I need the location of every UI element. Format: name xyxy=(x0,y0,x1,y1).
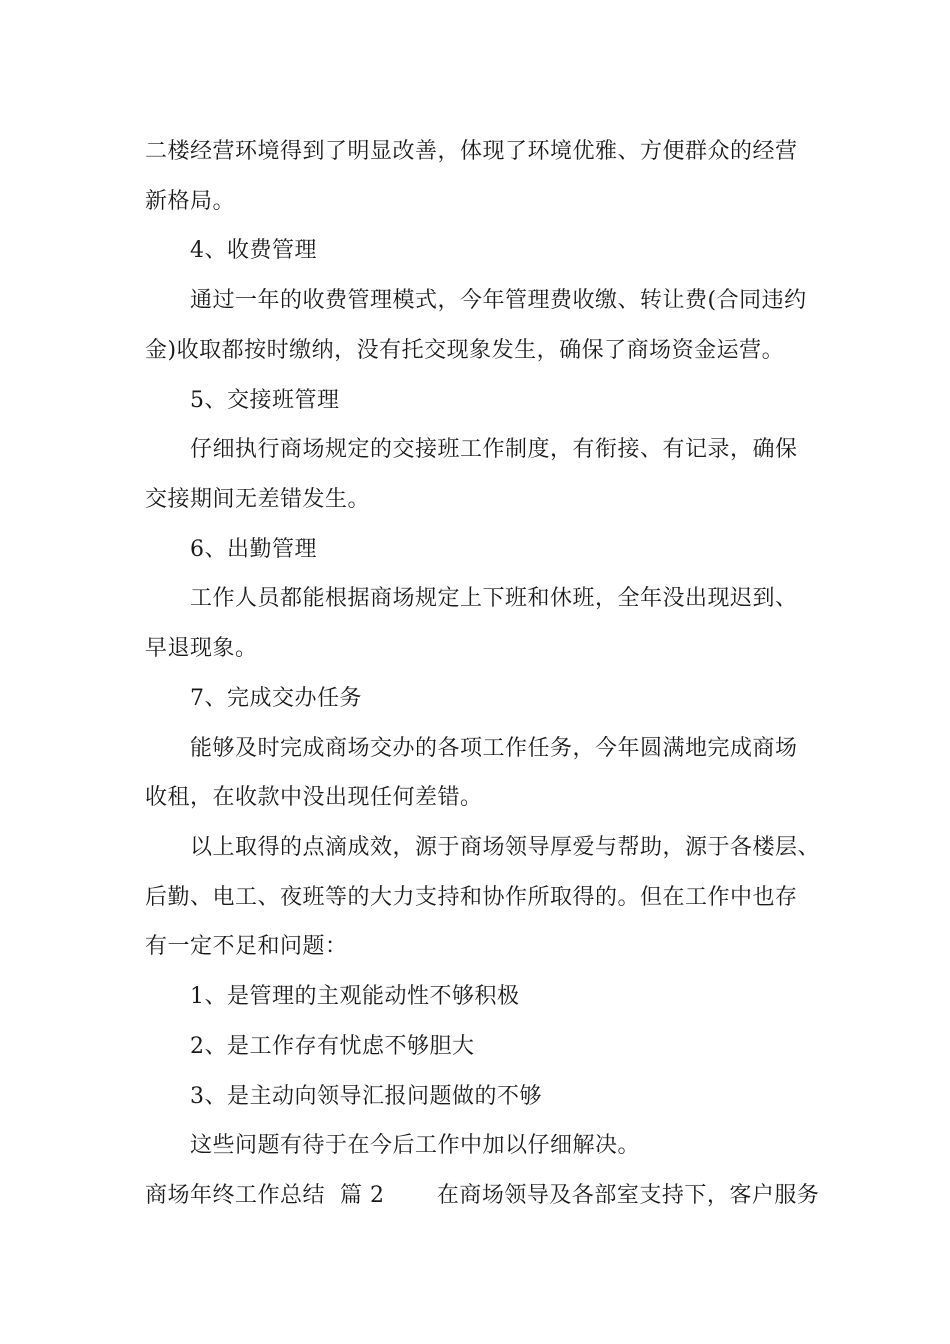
paragraph-line: 收租，在收款中没出现任何差错。 xyxy=(145,785,483,810)
section-heading: 5、交接班管理 xyxy=(190,388,340,413)
paragraph-line: 交接期间无差错发生。 xyxy=(145,487,371,512)
paragraph-line: 有一定不足和问题： xyxy=(145,934,348,959)
paragraph-line: 以上取得的点滴成效，源于商场领导厚爱与帮助，源于各楼层、 xyxy=(190,835,821,860)
paragraph-line: 仔细执行商场规定的交接班工作制度，有衔接、有记录，确保 xyxy=(190,437,798,462)
paragraph-line: 能够及时完成商场交办的各项工作任务，今年圆满地完成商场 xyxy=(190,736,798,761)
paragraph-line: 金)收取都按时缴纳，没有托交现象发生，确保了商场资金运营。 xyxy=(145,338,785,363)
list-item: 3、是主动向领导汇报问题做的不够 xyxy=(190,1084,542,1109)
section-heading: 7、完成交办任务 xyxy=(190,686,362,711)
list-item: 2、是工作存有忧虑不够胆大 xyxy=(190,1034,475,1059)
section-heading: 4、收费管理 xyxy=(190,238,317,263)
paragraph-line: 通过一年的收费管理模式，今年管理费收缴、转让费(合同违约 xyxy=(190,288,807,313)
article-heading-line: 商场年终工作总结 篇 2 在商场领导及各部室支持下，客户服务 xyxy=(145,1183,820,1208)
paragraph-line: 早退现象。 xyxy=(145,636,258,661)
paragraph-line: 这些问题有待于在今后工作中加以仔细解决。 xyxy=(190,1133,641,1158)
list-item: 1、是管理的主观能动性不够积极 xyxy=(190,984,520,1009)
paragraph-line: 二楼经营环境得到了明显改善，体现了环境优雅、方便群众的经营 xyxy=(145,139,798,164)
section-heading: 6、出勤管理 xyxy=(190,537,317,562)
paragraph-line: 工作人员都能根据商场规定上下班和休班，全年没出现迟到、 xyxy=(190,586,798,611)
paragraph-line: 新格局。 xyxy=(145,189,236,214)
paragraph-line: 后勤、电工、夜班等的大力支持和协作所取得的。但在工作中也存 xyxy=(145,885,798,910)
